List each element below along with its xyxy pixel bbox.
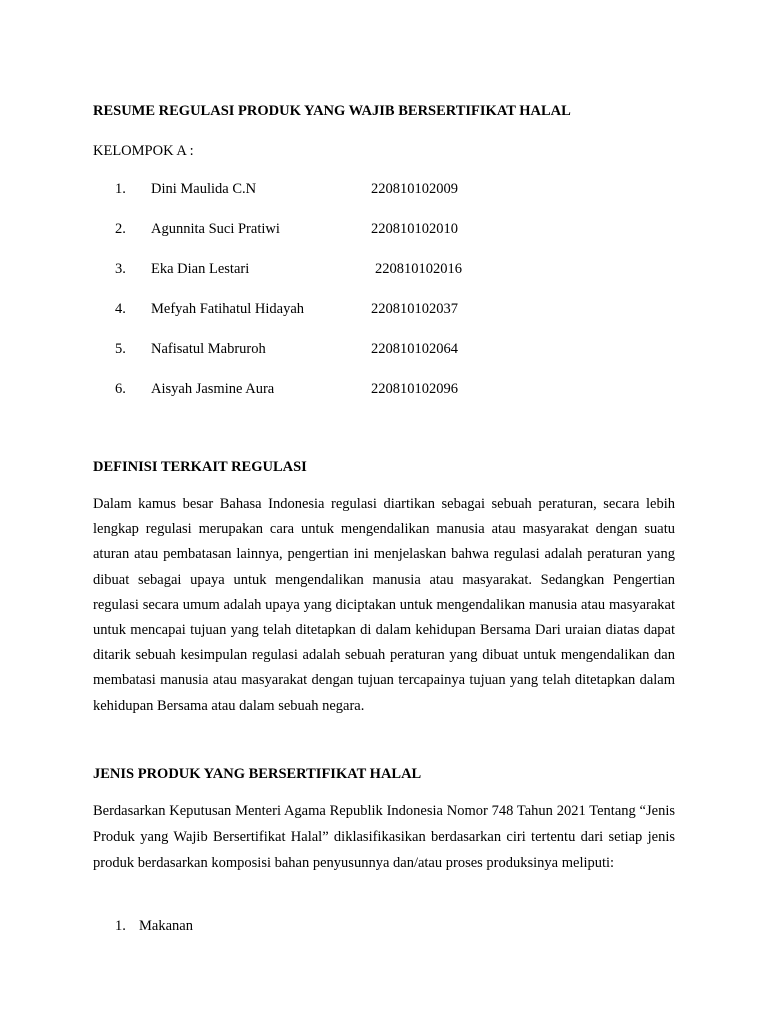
member-id: 220810102016	[375, 261, 462, 277]
member-row	[0, 300, 768, 340]
item-number: 1.	[115, 918, 126, 934]
item-label: Makanan	[139, 918, 193, 934]
member-id: 220810102064	[371, 341, 458, 357]
member-number: 5.	[115, 341, 126, 357]
member-number: 1.	[115, 181, 126, 197]
member-number: 3.	[115, 261, 126, 277]
member-row	[0, 340, 768, 380]
member-row	[0, 180, 768, 220]
list-item	[0, 917, 768, 937]
member-id: 220810102009	[371, 181, 458, 197]
products-paragraph: Berdasarkan Keputusan Menteri Agama Republik Indonesia Nomor 748 Tahun 2021 Tentang “Jenis Produk yang Wajib Bersertifikat Halal” diklasifikasikan berdasarkan ciri tertentu dari setiap jenis produk berdasarkan komposisi bahan penyusunnya dan/atau proses produksinya meliputi:	[93, 803, 675, 871]
member-name: Eka Dian Lestari	[151, 261, 250, 277]
member-number: 4.	[115, 301, 126, 317]
member-row	[0, 260, 768, 300]
member-name: Agunnita Suci Pratiwi	[151, 221, 280, 237]
member-name: Nafisatul Mabruroh	[151, 341, 266, 357]
member-id: 220810102037	[371, 301, 458, 317]
member-number: 2.	[115, 221, 126, 237]
document-title: RESUME REGULASI PRODUK YANG WAJIB BERSERTIFIKAT HALAL	[93, 103, 571, 119]
member-list	[0, 180, 768, 420]
member-name: Aisyah Jasmine Aura	[151, 381, 275, 397]
group-label: KELOMPOK A :	[93, 143, 194, 159]
member-row	[0, 220, 768, 260]
member-row	[0, 380, 768, 420]
member-id: 220810102010	[371, 221, 458, 237]
definition-heading: DEFINISI TERKAIT REGULASI	[93, 459, 307, 475]
member-name: Dini Maulida C.N	[151, 181, 257, 197]
definition-paragraph: Dalam kamus besar Bahasa Indonesia regulasi diartikan sebagai sebuah peraturan, secara lebih lengkap regulasi merupakan cara untuk mengendalikan manusia atau masyarakat dengan suatu aturan atau pembatasan lainnya, pengertian ini menjelaskan bahwa regulasi adalah peraturan yang dibuat sebagai upaya untuk mengendalikan manusia atau masyarakat. Sedangkan Pengertian regulasi secara umum adalah upaya yang diciptakan untuk mengendalikan manusia atau masyarakat untuk mencapai tujuan yang telah ditetapkan di dalam kehidupan Bersama Dari uraian diatas dapat ditarik sebuah kesimpulan regulasi adalah sebuah peraturan yang dibuat untuk mengendalikan dan membatasi manusia atau masyarakat dengan tujuan tercapainya tujuan yang telah ditetapkan dalam kehidupan Bersama atau dalam sebuah negara.	[93, 496, 675, 714]
member-name: Mefyah Fatihatul Hidayah	[151, 301, 305, 317]
member-number: 6.	[115, 381, 126, 397]
member-id: 220810102096	[371, 381, 458, 397]
products-heading: JENIS PRODUK YANG BERSERTIFIKAT HALAL	[93, 766, 422, 782]
